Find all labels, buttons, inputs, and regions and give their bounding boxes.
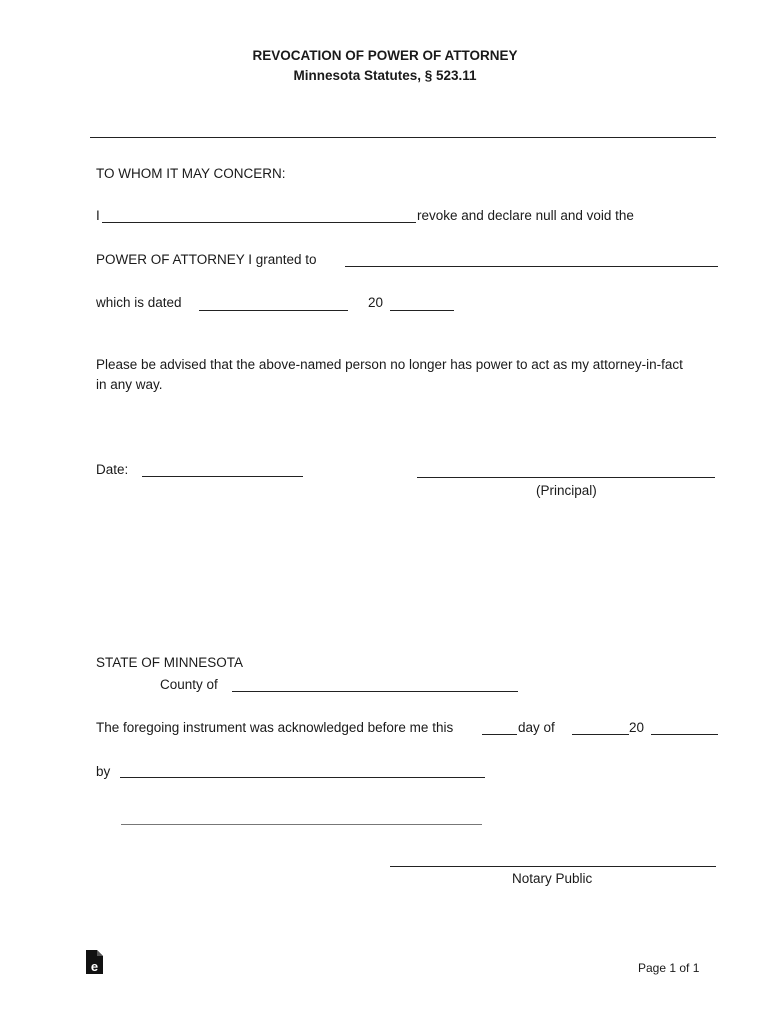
line1-prefix: I: [96, 208, 100, 223]
advice-line-2: in any way.: [96, 377, 163, 392]
salutation: TO WHOM IT MAY CONCERN:: [96, 166, 286, 181]
advice-line-1: Please be advised that the above-named person no longer has power to act as my attorney-in-fact: [96, 357, 683, 372]
state-label: STATE OF MINNESOTA: [96, 655, 244, 670]
notary-public-label: Notary Public: [512, 871, 593, 886]
header-divider: [90, 137, 716, 138]
acknowledgment-text: The foregoing instrument was acknowledged before me this: [96, 720, 454, 735]
poa-year-field[interactable]: [390, 293, 458, 311]
ack-day-field[interactable]: [482, 717, 521, 735]
grantor-name-field[interactable]: [102, 205, 420, 223]
principal-label: (Principal): [536, 483, 597, 498]
principal-signature-field[interactable]: [417, 460, 719, 478]
ack-year-prefix: 20: [629, 720, 645, 735]
by-label: by: [96, 764, 111, 779]
by-name-field[interactable]: [120, 760, 489, 778]
line1-suffix: revoke and declare null and void the: [417, 208, 634, 223]
document-title: REVOCATION OF POWER OF ATTORNEY: [252, 48, 518, 63]
page-number: Page 1 of 1: [638, 961, 700, 975]
signature-date-field[interactable]: [142, 459, 307, 477]
line3-year-prefix: 20: [368, 295, 384, 310]
line2-label: POWER OF ATTORNEY I granted to: [96, 252, 317, 267]
county-field[interactable]: [232, 674, 522, 692]
poa-date-field[interactable]: [199, 293, 352, 311]
extra-name-field[interactable]: [121, 807, 486, 825]
svg-text:e: e: [90, 959, 99, 974]
attorney-name-field[interactable]: [345, 249, 722, 267]
notary-signature-field[interactable]: [390, 849, 720, 867]
ack-year-field[interactable]: [651, 717, 722, 735]
ack-month-field[interactable]: [572, 717, 633, 735]
eforms-logo-icon: [86, 950, 103, 974]
line3-label: which is dated: [96, 295, 182, 310]
day-of-label: day of: [518, 720, 555, 735]
county-label: County of: [160, 677, 218, 692]
date-label: Date:: [96, 462, 129, 477]
document-subtitle: Minnesota Statutes, § 523.11: [293, 68, 477, 83]
